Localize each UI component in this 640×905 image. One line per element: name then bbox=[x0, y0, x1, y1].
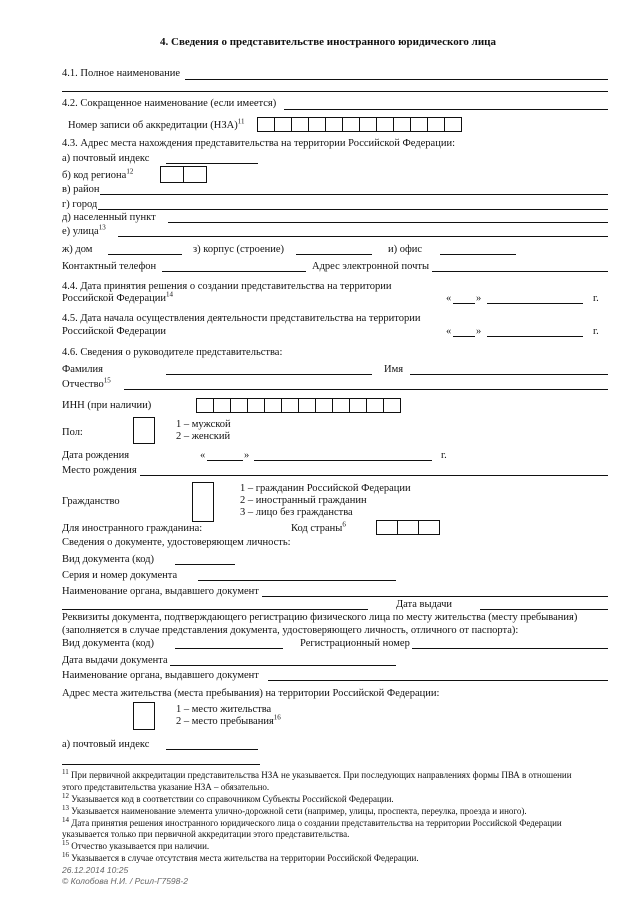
house-label: ж) дом bbox=[62, 244, 93, 255]
reg-doc-type-label: Вид документа (код) bbox=[62, 638, 155, 649]
residence-checkbox[interactable] bbox=[133, 702, 155, 730]
birthdate-open-quote: « bbox=[200, 450, 206, 461]
email-line[interactable] bbox=[432, 271, 608, 272]
reg-doc-type-line[interactable] bbox=[175, 648, 283, 649]
reg-issuer-line[interactable] bbox=[268, 680, 608, 681]
activity-day-line[interactable] bbox=[453, 336, 475, 337]
reg-issue-date-label: Дата выдачи документа bbox=[62, 655, 168, 666]
first-name-label: Имя bbox=[384, 364, 404, 375]
accreditation-cells[interactable] bbox=[257, 117, 462, 132]
decision-month-line[interactable] bbox=[487, 303, 583, 304]
patronymic-label: Отчество$^{15}$ bbox=[62, 376, 111, 390]
residence-option-1: 1 – место жительства bbox=[176, 704, 272, 715]
phone-label: Контактный телефон bbox=[62, 261, 157, 272]
residence-label: Адрес места жительства (места пребывания) на территории Российской Федерации: bbox=[62, 688, 440, 699]
street-line[interactable] bbox=[118, 236, 608, 237]
activity-year-suffix: г. bbox=[593, 326, 599, 337]
surname-label: Фамилия bbox=[62, 364, 103, 375]
sex-option-female: 2 – женский bbox=[176, 431, 231, 442]
citizenship-option-1: 1 – гражданин Российской Федерации bbox=[240, 483, 411, 494]
reg-number-line[interactable] bbox=[412, 648, 608, 649]
district-label: в) район bbox=[62, 184, 100, 195]
region-code-label: б) код региона$^{12}$ bbox=[62, 167, 134, 181]
footnote-14-cont: указывается только при первичной аккредитации этого представительства. bbox=[62, 829, 350, 839]
citizenship-label: Гражданство bbox=[62, 496, 120, 507]
office-label: и) офис bbox=[388, 244, 423, 255]
house-line[interactable] bbox=[108, 254, 182, 255]
id-document-section-label: Сведения о документе, удостоверяющем личность: bbox=[62, 537, 291, 548]
registration-doc-label: Реквизиты документа, подтверждающего регистрацию физического лица по месту жительства (месту пребывания) bbox=[62, 612, 578, 623]
birthdate-day-line[interactable] bbox=[207, 460, 243, 461]
citizenship-option-3: 3 – лицо без гражданства bbox=[240, 507, 353, 518]
city-line[interactable] bbox=[98, 209, 608, 210]
birthdate-year-suffix: г. bbox=[441, 450, 447, 461]
email-label: Адрес электронной почты bbox=[312, 261, 430, 272]
residence-option-2: 2 – место пребывания$^{16}$ bbox=[176, 713, 281, 727]
issuer-line-2[interactable] bbox=[62, 609, 368, 610]
building-line[interactable] bbox=[296, 254, 372, 255]
footnote-11: $^{11}$ При первичной аккредитации представительства НЗА не указывается. При последующих направлениях формы ПВА в отношении bbox=[62, 768, 572, 780]
first-name-line[interactable] bbox=[410, 374, 608, 375]
country-code-label: Код страны$^6$ bbox=[291, 520, 346, 534]
doc-type-line[interactable] bbox=[175, 564, 235, 565]
decision-date-close-quote: » bbox=[476, 293, 482, 304]
citizenship-checkbox[interactable] bbox=[192, 482, 214, 522]
inn-cells[interactable] bbox=[196, 398, 401, 413]
foreign-citizen-label: Для иностранного гражданина: bbox=[62, 523, 203, 534]
issuer-label: Наименование органа, выдавшего документ bbox=[62, 586, 259, 597]
residence-postal-line[interactable] bbox=[166, 749, 258, 750]
footnote-15: $^{15}$ Отчество указывается при наличии. bbox=[62, 839, 210, 851]
full-name-line-2[interactable] bbox=[62, 91, 608, 92]
district-line[interactable] bbox=[100, 194, 608, 195]
activity-date-close-quote: » bbox=[476, 326, 482, 337]
citizenship-option-2: 2 – иностранный гражданин bbox=[240, 495, 367, 506]
country-code-cells[interactable] bbox=[376, 520, 440, 535]
short-name-line[interactable] bbox=[284, 109, 608, 110]
residence-postal-label: а) почтовый индекс bbox=[62, 739, 150, 750]
footnote-divider bbox=[62, 764, 260, 765]
sex-option-male: 1 – мужской bbox=[176, 419, 231, 430]
accreditation-label: Номер записи об аккредитации (НЗА)$^{11}$ bbox=[68, 117, 245, 131]
decision-date-label-2: Российской Федерации$^{14}$ bbox=[62, 290, 173, 304]
birthdate-month-line[interactable] bbox=[254, 460, 432, 461]
birthdate-label: Дата рождения bbox=[62, 450, 130, 461]
issuer-line[interactable] bbox=[262, 596, 608, 597]
head-section-label: 4.6. Сведения о руководителе представительства: bbox=[62, 347, 283, 358]
decision-date-open-quote: « bbox=[446, 293, 452, 304]
decision-day-line[interactable] bbox=[453, 303, 475, 304]
birthplace-line[interactable] bbox=[140, 475, 608, 476]
doc-number-line[interactable] bbox=[198, 580, 396, 581]
short-name-label: 4.2. Сокращенное наименование (если имеется) bbox=[62, 98, 277, 109]
postal-index-line[interactable] bbox=[166, 163, 258, 164]
footnote-11-cont: этого представительства указание НЗА – обязательно. bbox=[62, 782, 270, 792]
reg-number-label: Регистрационный номер bbox=[300, 638, 410, 649]
birthplace-label: Место рождения bbox=[62, 465, 137, 476]
issue-date-label: Дата выдачи bbox=[396, 599, 453, 610]
sex-label: Пол: bbox=[62, 427, 83, 438]
footnote-12: $^{12}$ Указывается код в соответствии со справочником Субъекты Российской Федерации. bbox=[62, 792, 394, 804]
region-code-cells[interactable] bbox=[160, 166, 207, 183]
decision-year-suffix: г. bbox=[593, 293, 599, 304]
full-name-line[interactable] bbox=[185, 79, 608, 80]
footnote-14: $^{14}$ Дата принятия решения иностранного юридического лица о создании представительства на территории Российской Федерации bbox=[62, 816, 562, 828]
doc-number-label: Серия и номер документа bbox=[62, 570, 178, 581]
sex-checkbox[interactable] bbox=[133, 417, 155, 444]
building-label: з) корпус (строение) bbox=[193, 244, 285, 255]
postal-index-label: а) почтовый индекс bbox=[62, 153, 150, 164]
print-author: © Колобова Н.И. / Рсил-Г7598-2 bbox=[62, 876, 188, 886]
birthdate-close-quote: » bbox=[244, 450, 250, 461]
phone-line[interactable] bbox=[162, 271, 306, 272]
city-label: г) город bbox=[62, 199, 98, 210]
doc-type-label: Вид документа (код) bbox=[62, 554, 155, 565]
footnote-16: $^{16}$ Указывается в случае отсутствия места жительства на территории Российской Федерации. bbox=[62, 851, 419, 863]
activity-date-label-2: Российской Федерации bbox=[62, 326, 166, 337]
registration-doc-note: (заполняется в случае представления документа, удостоверяющего личность, отличного от паспорта): bbox=[62, 625, 519, 636]
address-section-label: 4.3. Адрес места нахождения представительства на территории Российской Федерации: bbox=[62, 138, 455, 149]
print-timestamp: 26.12.2014 10:25 bbox=[62, 865, 129, 875]
inn-label: ИНН (при наличии) bbox=[62, 400, 152, 411]
activity-date-label: 4.5. Дата начала осуществления деятельности представительства на территории bbox=[62, 313, 421, 324]
full-name-label: 4.1. Полное наименование bbox=[62, 68, 181, 79]
decision-date-label: 4.4. Дата принятия решения о создании представительства на территории bbox=[62, 281, 392, 292]
locality-line[interactable] bbox=[168, 222, 608, 223]
patronymic-line[interactable] bbox=[124, 389, 608, 390]
reg-issuer-label: Наименование органа, выдавшего документ bbox=[62, 670, 259, 681]
street-label: е) улица$^{13}$ bbox=[62, 223, 106, 237]
locality-label: д) населенный пункт bbox=[62, 212, 156, 223]
office-line[interactable] bbox=[440, 254, 516, 255]
issue-date-line[interactable] bbox=[480, 609, 608, 610]
footnote-13: $^{13}$ Указывается наименование элемента улично-дорожной сети (например, улицы, проспекта, переулка, проезда и иного). bbox=[62, 804, 527, 816]
activity-date-open-quote: « bbox=[446, 326, 452, 337]
activity-month-line[interactable] bbox=[487, 336, 583, 337]
reg-issue-date-line[interactable] bbox=[170, 665, 396, 666]
surname-line[interactable] bbox=[166, 374, 372, 375]
page-title: 4. Сведения о представительстве иностранного юридического лица bbox=[160, 36, 497, 48]
